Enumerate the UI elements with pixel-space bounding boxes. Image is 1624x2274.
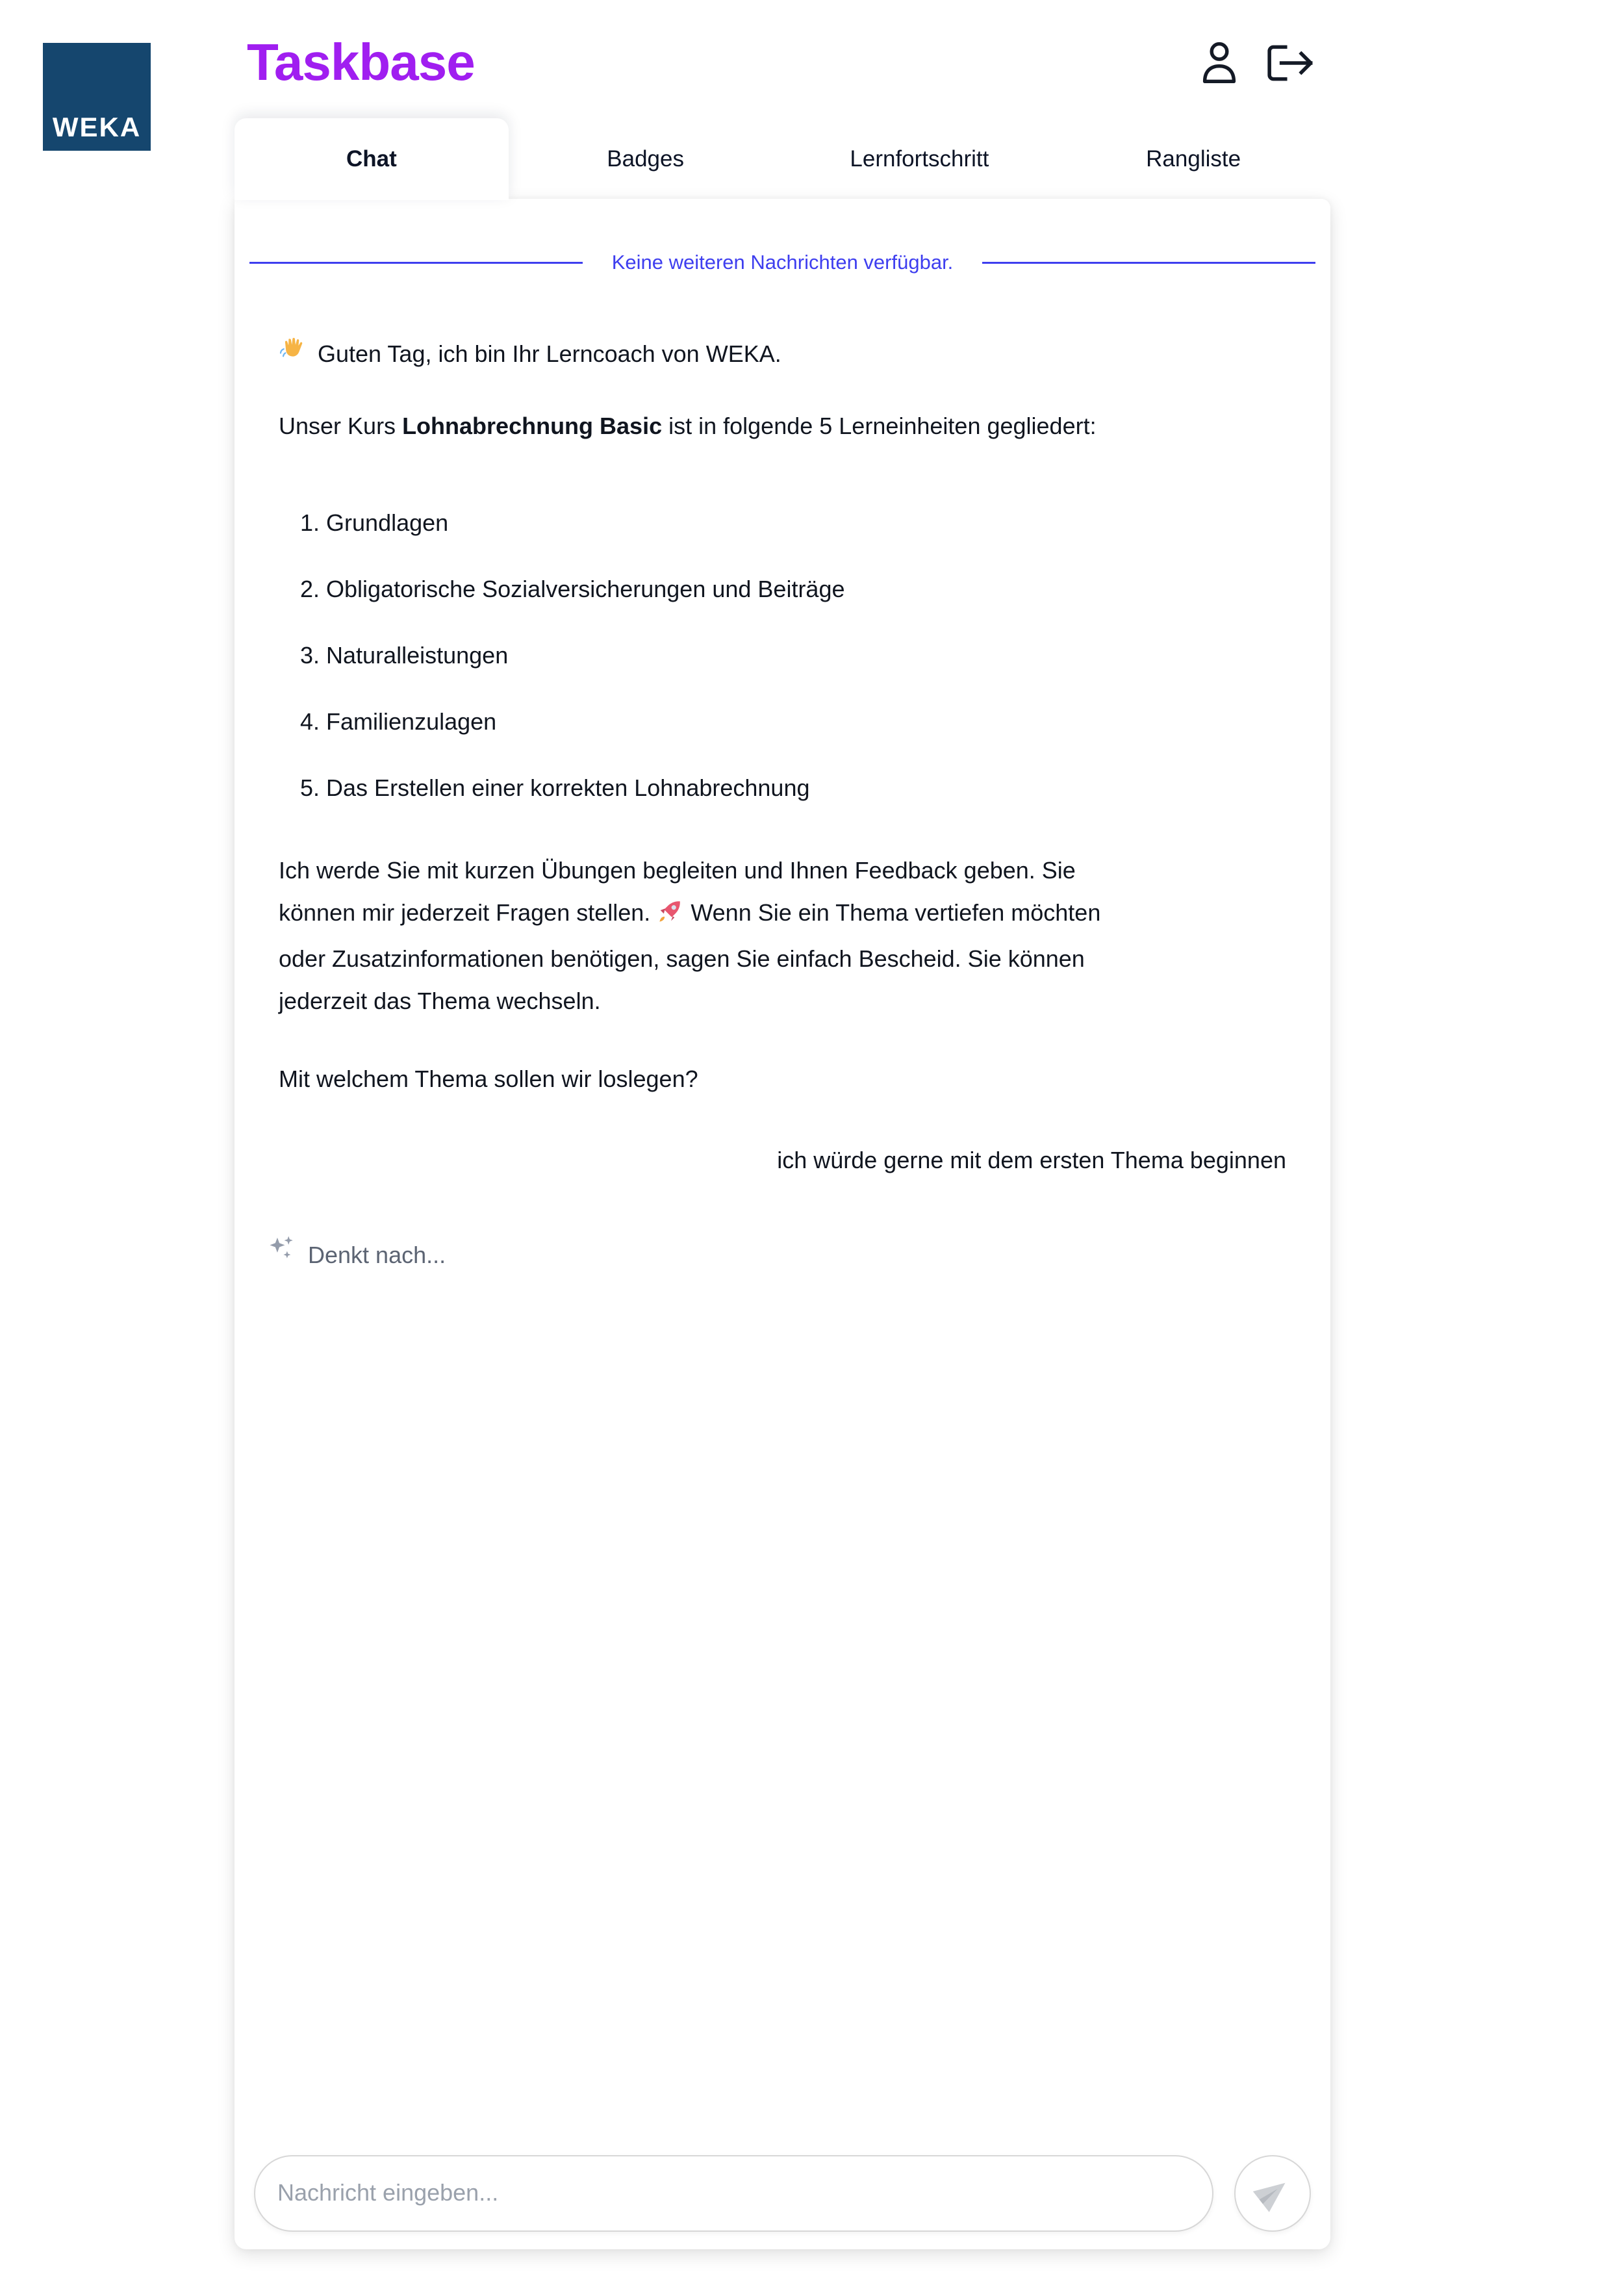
course-intro-after: ist in folgende 5 Lerneinheiten gegliedert: (662, 413, 1097, 439)
thinking-status (268, 1233, 1286, 1276)
list-item-number: 4. (300, 708, 320, 735)
weka-logo-text: WEKA (52, 112, 142, 142)
list-item-number: 2. (300, 576, 320, 602)
header-icons (1200, 38, 1330, 90)
course-name: Lohnabrechnung Basic (402, 413, 663, 439)
message-list (279, 199, 1286, 1276)
tab-chat[interactable] (235, 118, 509, 200)
list-item (300, 700, 1286, 743)
bot-message-paragraph (279, 849, 1152, 1022)
list-item-number: 5. (300, 774, 320, 801)
tab-lernfortschritt-label: Lernfortschritt (850, 146, 989, 172)
list-item-text: Das Erstellen einer korrekten Lohnabrechnung (326, 774, 810, 801)
person-icon (1200, 42, 1238, 86)
divider-line-right (982, 262, 1315, 264)
tab-bar (235, 118, 1330, 200)
tab-rangliste-label: Rangliste (1146, 146, 1241, 172)
chat-panel (235, 199, 1330, 2249)
user-message (279, 1139, 1286, 1181)
profile-button[interactable] (1200, 42, 1238, 86)
list-item-text: Obligatorische Sozialversicherungen und Beiträge (326, 576, 845, 602)
bot-message-course-intro (279, 405, 1286, 447)
bot-message-question: Mit welchem Thema sollen wir loslegen? (279, 1066, 698, 1092)
list-item-text: Naturalleistungen (326, 642, 509, 669)
list-item-number: 3. (300, 642, 320, 669)
bot-message-greeting (279, 333, 1286, 375)
paper-plane-icon (1255, 2175, 1290, 2212)
logout-button[interactable] (1265, 44, 1317, 84)
list-item-text: Grundlagen (326, 509, 449, 536)
list-item (300, 634, 1286, 676)
waving-hand-emoji (279, 333, 307, 375)
tab-lernfortschritt[interactable] (783, 118, 1057, 200)
send-button[interactable] (1234, 2155, 1311, 2232)
list-item (300, 568, 1286, 610)
list-item (300, 767, 1286, 809)
no-more-messages-divider (249, 249, 1315, 275)
message-input[interactable] (254, 2155, 1213, 2232)
rocket-emoji (657, 895, 684, 938)
list-item-number: 1. (300, 509, 320, 536)
tab-chat-label: Chat (346, 146, 397, 172)
tab-badges-label: Badges (607, 146, 684, 172)
course-intro-before: Unser Kurs (279, 413, 403, 439)
list-item (300, 502, 1286, 544)
app-title: Taskbase (247, 33, 475, 91)
sparkles-icon (268, 1233, 298, 1276)
bot-message-greeting-text: Guten Tag, ich bin Ihr Lerncoach von WEKA. (318, 340, 781, 367)
divider-line-left (249, 262, 583, 264)
message-composer (254, 2154, 1311, 2232)
divider-text: Keine weiteren Nachrichten verfügbar. (611, 251, 954, 274)
logout-icon (1265, 44, 1317, 84)
list-item-text: Familienzulagen (326, 708, 497, 735)
paragraph-before-emoji: Ich werde Sie mit kurzen Übungen begleiten und Ihnen Feedback geben. Sie können mir jederzeit Fragen stellen. (279, 857, 1076, 926)
user-message-text: ich würde gerne mit dem ersten Thema beginnen (777, 1147, 1286, 1173)
weka-logo (43, 43, 151, 151)
tab-rangliste[interactable] (1056, 118, 1330, 200)
thinking-text: Denkt nach... (308, 1241, 446, 1268)
tab-badges[interactable] (509, 118, 783, 200)
paragraph-after-emoji: Wenn Sie ein Thema vertiefen möchten oder Zusatzinformationen benötigen, sagen Sie einfach Bescheid. Sie können jederzeit das Thema wechseln. (279, 899, 1101, 1014)
course-units-list (279, 502, 1286, 809)
